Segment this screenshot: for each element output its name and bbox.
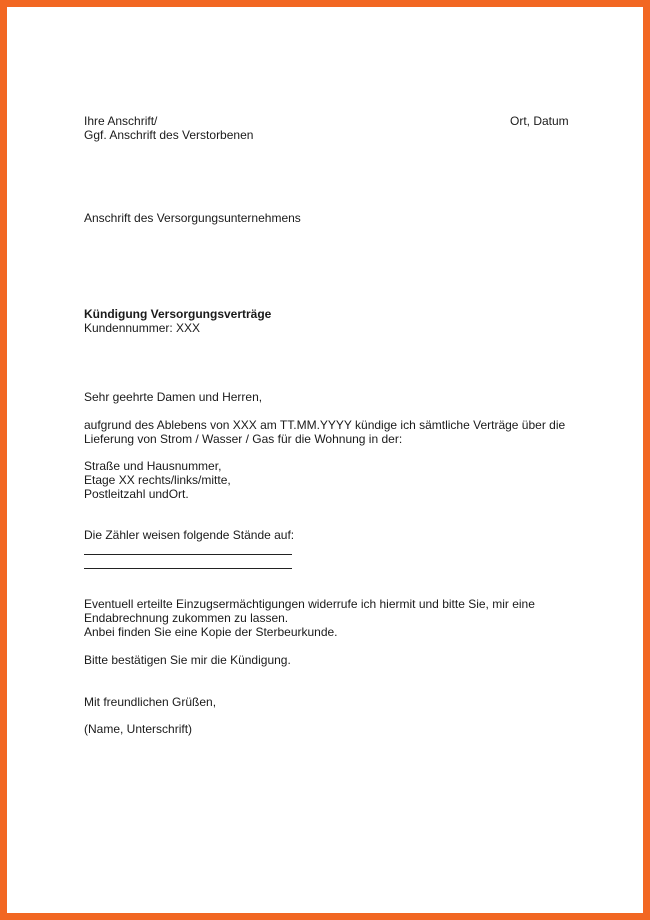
flat-address-line-2: Etage XX rechts/links/mitte, — [84, 473, 231, 487]
letter-page — [14, 14, 636, 906]
subject-title: Kündigung Versorgungsverträge — [84, 307, 272, 321]
meter-readings-label: Die Zähler weisen folgende Stände auf: — [84, 528, 295, 542]
body-intro-line-2: Lieferung von Strom / Wasser / Gas für die Wohnung in der: — [84, 432, 403, 446]
sender-address-line-2: Ggf. Anschrift des Verstorbenen — [84, 128, 254, 142]
body-intro-line-1: aufgrund des Ablebens von XXX am TT.MM.YYYY kündige ich sämtliche Verträge über die — [84, 418, 566, 432]
salutation: Sehr geehrte Damen und Herren, — [84, 390, 263, 404]
customer-number: Kundennummer: XXX — [84, 321, 201, 335]
closing: Mit freundlichen Grüßen, — [84, 695, 217, 709]
place-date: Ort, Datum — [510, 114, 569, 128]
revoke-line-2: Endabrechnung zukommen zu lassen. — [84, 611, 289, 625]
flat-address-line-1: Straße und Hausnummer, — [84, 459, 222, 473]
sender-address-line-1: Ihre Anschrift/ — [84, 114, 158, 128]
flat-address-line-3: Postleitzahl undOrt. — [84, 487, 189, 501]
revoke-line-3: Anbei finden Sie eine Kopie der Sterbeurkunde. — [84, 625, 338, 639]
confirmation-request: Bitte bestätigen Sie mir die Kündigung. — [84, 653, 291, 667]
recipient-address: Anschrift des Versorgungsunternehmens — [84, 211, 301, 225]
meter-reading-blank-line-2 — [84, 568, 292, 569]
revoke-line-1: Eventuell erteilte Einzugsermächtigungen widerrufe ich hiermit und bitte Sie, mir eine — [84, 597, 535, 611]
meter-reading-blank-line-1 — [84, 554, 292, 555]
signature-placeholder: (Name, Unterschrift) — [84, 722, 193, 736]
